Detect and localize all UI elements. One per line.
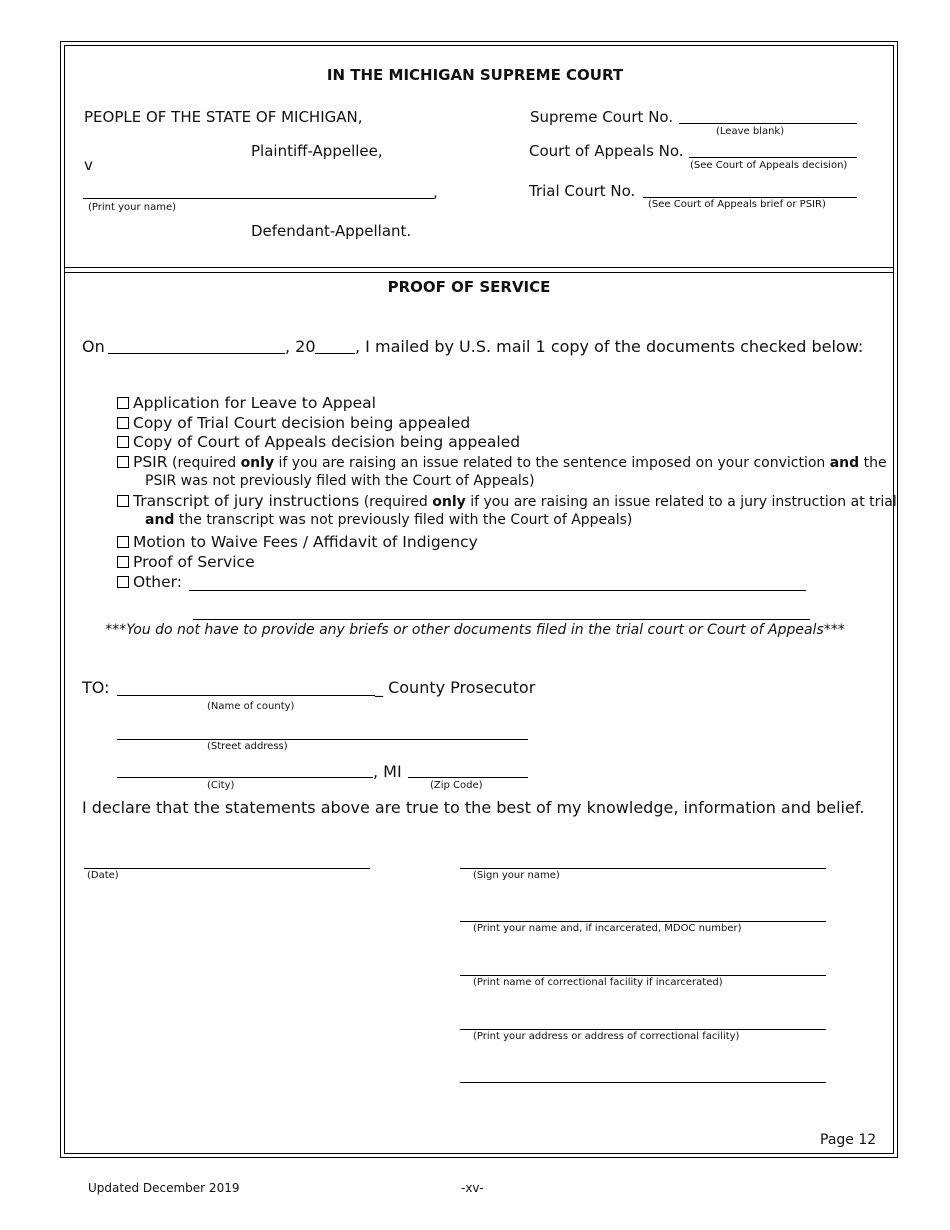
caption-divider-bottom (64, 272, 894, 273)
mail-statement-rest: , I mailed by U.S. mail 1 copy of the documents checked below: (355, 337, 864, 356)
doc-trial-decision[interactable] (117, 414, 470, 432)
doc-proof-of-service[interactable] (117, 553, 255, 571)
footer-updated: Updated December 2019 (88, 1181, 240, 1195)
address-hint: (Print your address or address of correctional facility) (473, 1031, 740, 1042)
sign-hint: (Sign your name) (473, 870, 560, 881)
doc-label: Transcript of jury instructions (133, 492, 360, 510)
city-hint: (City) (207, 780, 235, 791)
defendant-name-field[interactable] (83, 198, 434, 199)
doc-label: Copy of Trial Court decision being appealed (133, 414, 471, 432)
doc-note: if you are raising an issue related to a jury instruction at trial (465, 494, 897, 510)
trial-no-field[interactable] (643, 197, 857, 198)
mail-year-prefix: , 20 (285, 337, 316, 356)
supreme-hint: (Leave blank) (716, 126, 785, 137)
other-field-line-2[interactable] (193, 619, 810, 620)
checkbox[interactable] (117, 495, 129, 507)
doc-coa-decision[interactable] (117, 433, 520, 451)
doc-note: if you are raising an issue related to the sentence imposed on your conviction (274, 455, 830, 471)
caption-divider-top (64, 267, 894, 268)
facility-hint: (Print name of correctional facility if incarcerated) (473, 977, 723, 988)
checkbox[interactable] (117, 436, 129, 448)
county-prosecutor-label: _ County Prosecutor (375, 678, 536, 697)
date-field[interactable] (84, 868, 370, 869)
supreme-court-no-field[interactable] (679, 123, 857, 124)
print-name-hint: (Print your name and, if incarcerated, MDOC number) (473, 923, 742, 934)
coa-hint: (See Court of Appeals decision) (690, 160, 848, 171)
trial-hint: (See Court of Appeals brief or PSIR) (648, 199, 826, 210)
zip-field[interactable] (408, 777, 528, 778)
checkbox[interactable] (117, 417, 129, 429)
doc-note-emphasis: only (240, 455, 275, 471)
county-hint: (Name of county) (207, 701, 295, 712)
date-hint: (Date) (87, 870, 119, 881)
name-comma: , (433, 183, 438, 201)
coa-no-label: Court of Appeals No. (529, 142, 684, 160)
section-title: PROOF OF SERVICE (387, 278, 551, 296)
doc-note-emphasis: and (829, 455, 860, 471)
sign-field[interactable] (460, 868, 826, 869)
other-field-line-1[interactable] (189, 590, 806, 591)
zip-hint: (Zip Code) (430, 780, 483, 791)
print-name-field[interactable] (460, 921, 826, 922)
doc-label: Motion to Waive Fees / Affidavit of Indigency (133, 533, 478, 551)
doc-note-emphasis: only (432, 494, 466, 510)
doc-psir-line2: PSIR was not previously filed with the Court of Appeals) (145, 473, 535, 489)
street-field[interactable] (117, 739, 528, 740)
plaintiff-name: PEOPLE OF THE STATE OF MICHIGAN, (84, 108, 363, 126)
checkbox[interactable] (117, 456, 129, 468)
city-field[interactable] (117, 777, 373, 778)
doc-label: Copy of Court of Appeals decision being appealed (133, 433, 521, 451)
name-hint: (Print your name) (88, 202, 177, 213)
doc-psir[interactable] (117, 453, 887, 471)
court-title: IN THE MICHIGAN SUPREME COURT (326, 66, 624, 84)
doc-other[interactable] (117, 573, 182, 591)
doc-note-emphasis: and (145, 512, 175, 528)
doc-label: Other: (133, 573, 182, 591)
doc-label: Application for Leave to Appeal (133, 394, 376, 412)
supreme-court-no-label: Supreme Court No. (530, 108, 674, 126)
doc-note: the transcript was not previously filed with the Court of Appeals) (174, 512, 633, 528)
checkbox[interactable] (117, 397, 129, 409)
mail-year-field[interactable] (315, 353, 355, 354)
address-field-2[interactable] (460, 1082, 826, 1083)
checkbox[interactable] (117, 536, 129, 548)
defendant-role: Defendant-Appellant. (251, 222, 412, 240)
street-hint: (Street address) (207, 741, 288, 752)
doc-note: (required (359, 494, 433, 510)
address-field[interactable] (460, 1029, 826, 1030)
doc-jury-line2 (145, 512, 632, 528)
briefs-note: ***You do not have to provide any briefs or other documents filed in the trial court or Court of Appeals*** (105, 622, 845, 638)
doc-jury-instructions[interactable] (117, 492, 897, 510)
doc-leave-to-appeal[interactable] (117, 394, 376, 412)
mail-date-field[interactable] (108, 353, 285, 354)
mi-label: , MI (373, 762, 402, 781)
page-label: Page 12 (820, 1132, 877, 1148)
doc-waive-fees[interactable] (117, 533, 478, 551)
doc-note: (required (167, 455, 241, 471)
trial-no-label: Trial Court No. (529, 182, 636, 200)
declaration: I declare that the statements above are true to the best of my knowledge, information and belief. (82, 798, 865, 817)
mail-on: On (82, 337, 105, 356)
coa-no-field[interactable] (689, 157, 857, 158)
doc-label: PSIR (133, 453, 168, 471)
county-field[interactable] (117, 695, 375, 696)
doc-label: Proof of Service (133, 553, 255, 571)
versus: v (84, 156, 93, 174)
plaintiff-role: Plaintiff-Appellee, (251, 142, 383, 160)
checkbox[interactable] (117, 576, 129, 588)
to-label: TO: (82, 678, 110, 697)
checkbox[interactable] (117, 556, 129, 568)
doc-note: the (859, 455, 887, 471)
facility-field[interactable] (460, 975, 826, 976)
footer-roman-page: -xv- (461, 1181, 484, 1195)
